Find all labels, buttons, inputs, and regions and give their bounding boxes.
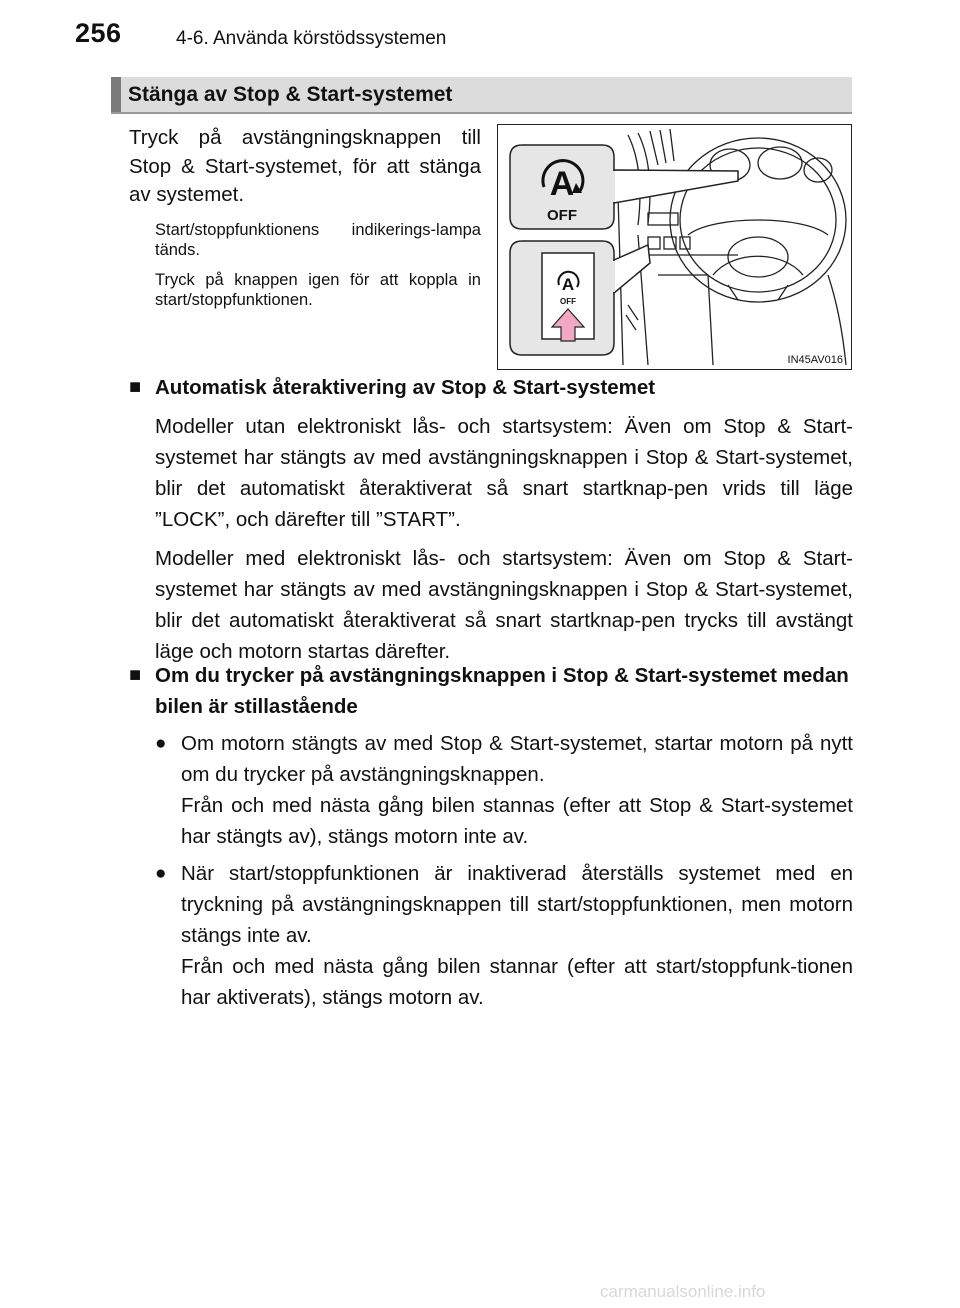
list-item: [155, 858, 853, 1013]
square-bullet-icon: ■: [129, 376, 142, 398]
round-bullet-icon: ●: [155, 733, 167, 754]
subsection-title: Om du trycker på avstängningsknappen i Stop & Start-systemet medan bilen är stillastående: [155, 664, 849, 718]
section-header: [111, 77, 852, 114]
figure-code: IN45AV016: [787, 354, 843, 366]
subsection-while-stationary: [129, 660, 853, 1013]
intro-text: Tryck på avstängningsknappen till Stop & Start-systemet, för att stänga av systemet.: [129, 126, 481, 206]
bullet-text: Om motorn stängts av med Stop & Start-systemet, startar motorn på nytt om du trycker på avstängningsknappen.: [181, 732, 853, 786]
bullet-text: Från och med nästa gång bilen stannas (efter att Stop & Start-systemet har stängts av), stängs motorn inte av.: [181, 794, 853, 848]
intro-note-indicator: Start/stoppfunktionens indikerings-lampa tänds.: [155, 220, 481, 259]
watermark: carmanualsonline.info: [600, 1282, 766, 1301]
section-header-bar: [111, 77, 121, 112]
svg-text:A: A: [549, 165, 575, 203]
paragraph-with-smart-key: Modeller med elektroniskt lås- och startsystem: Även om Stop & Start-systemet har stängts av med avstängningsknappen i Stop & Start-systemet, blir det automatiskt återaktiverat så snart startknap-pen trycks till avstängt läge och motorn startas därefter.: [155, 547, 853, 663]
steering-wheel-illustration: [498, 125, 850, 368]
bullet-text: När start/stoppfunktionen är inaktiverad återställs systemet med en tryckning på avstängningsknappen till start/stoppfunktionen, men motorn stängs inte av.: [181, 862, 853, 947]
dashboard-illustration: [497, 124, 852, 370]
chapter-title: 4-6. Använda körstödssystemen: [176, 28, 447, 49]
bullet-text: Från och med nästa gång bilen stannar (efter att start/stoppfunk-tionen har aktiverats), stängs motorn av.: [181, 955, 853, 1009]
round-bullet-icon: ●: [155, 863, 167, 884]
subsection-heading: [129, 372, 853, 403]
intro-note-reactivate: Tryck på knappen igen för att koppla in start/stoppfunktionen.: [155, 270, 481, 309]
subsection-auto-reactivation: [129, 372, 853, 667]
section-title: Stänga av Stop & Start-systemet: [128, 83, 453, 106]
square-bullet-icon: ■: [129, 664, 142, 686]
list-item: [155, 728, 853, 852]
svg-text:A: A: [561, 275, 575, 294]
subsection-heading: [129, 660, 853, 722]
svg-text:OFF: OFF: [547, 207, 577, 224]
svg-text:OFF: OFF: [560, 297, 576, 306]
subsection-title: Automatisk återaktivering av Stop & Start-systemet: [155, 376, 656, 399]
page-number: 256: [75, 18, 122, 48]
intro-block: [129, 124, 481, 310]
paragraph-without-smart-key: Modeller utan elektroniskt lås- och startsystem: Även om Stop & Start-systemet har stängts av med avstängningsknappen i Stop & Start-systemet, blir det automatiskt återaktiverat så snart startknap-pen vrids till läge ”LOCK”, och därefter till ”START”.: [155, 415, 853, 531]
